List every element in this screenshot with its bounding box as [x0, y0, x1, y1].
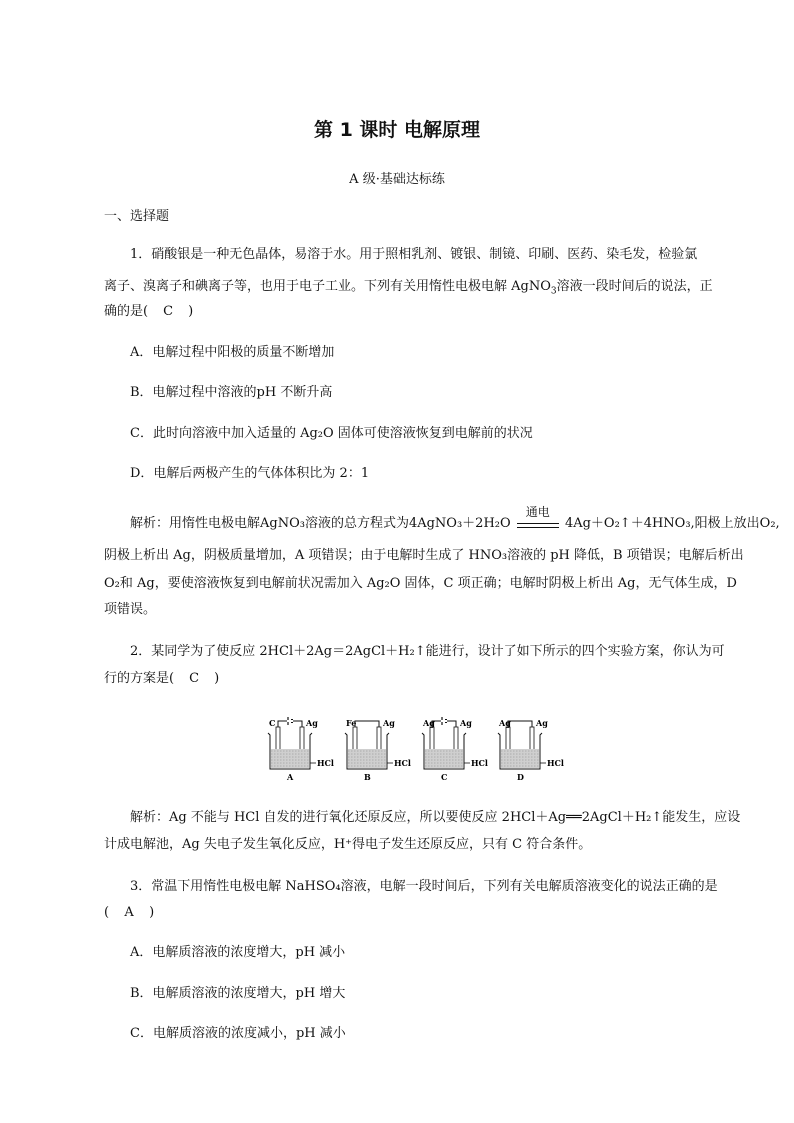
- q1-analysis-line1: 解析：用惰性电极电解AgNO₃溶液的总方程式为4AgNO₃＋2H₂O 通电 4Ag＋O₂↑＋4HNO₃,阳极上放出O₂,: [130, 504, 780, 531]
- solution-label: HCl: [547, 758, 564, 768]
- q1-analysis-line3: O₂和 Ag，要使溶液恢复到电解前状况需加入 Ag₂O 固体，C 项正确；电解时阴极上析出 Ag，无气体生成，D: [104, 576, 737, 591]
- q2-stem-line2: 行的方案是( C ): [104, 669, 724, 689]
- section-heading: 一、选择题: [104, 209, 170, 224]
- q2-analysis-line2: 计成电解池，Ag 失电子发生氧化反应，H⁺得电子发生还原反应，只有 C 符合条件。: [104, 837, 592, 852]
- solution: [348, 749, 386, 768]
- page-title: 第 1 课时 电解原理: [313, 119, 481, 141]
- electrode-left-label: Fe: [346, 718, 357, 728]
- page-subtitle: A 级·基础达标练: [349, 172, 445, 187]
- wire: [432, 721, 456, 735]
- q1-option-b: B．电解过程中溶液的pH 不断升高: [130, 385, 333, 400]
- q1-analysis-line4: 项错误。: [104, 602, 157, 617]
- wire: [508, 721, 532, 735]
- solution-label: HCl: [394, 758, 411, 768]
- q1-answer: C: [163, 304, 174, 319]
- reaction-condition: 通电: [515, 516, 561, 532]
- electrode-right-label: Ag: [460, 718, 472, 728]
- cell-label: B: [364, 772, 371, 782]
- q1-stem-line2: 离子、溴离子和碘离子等，也用于电子工业。下列有关用惰性电极电解 AgNO$_3$溶液一段时间后的说法，正: [104, 279, 713, 297]
- q1-option-d: D．电解后两极产生的气体体积比为 2：1: [130, 466, 370, 481]
- solution: [271, 749, 309, 768]
- q3-option-c: C．电解质溶液的浓度减小，pH 减小: [130, 1026, 346, 1041]
- q2-stem-line1: 2．某同学为了使反应 2HCl＋2Ag＝2AgCl＋H₂↑能进行，设计了如下所示的四个实验方案，你认为可: [130, 644, 725, 659]
- electrode-right-label: Ag: [536, 718, 548, 728]
- q3-option-a: A．电解质溶液的浓度增大，pH 减小: [130, 945, 346, 960]
- q3-answer: A: [124, 905, 134, 920]
- q3-stem-line2: ( A ): [104, 903, 724, 923]
- cell-label: A: [287, 772, 294, 782]
- solution-label: HCl: [471, 758, 488, 768]
- q3-option-b: B．电解质溶液的浓度增大，pH 增大: [130, 986, 346, 1001]
- q1-option-c: C．此时向溶液中加入适量的 Ag₂O 固体可使溶液恢复到电解前的状况: [130, 426, 533, 441]
- q1-analysis-line2: 阴极上析出 Ag，阴极质量增加，A 项错误；由于电解时生成了 HNO₃溶液的 pH 降低，B 项错误；电解后析出: [104, 548, 744, 563]
- q2-answer: C: [189, 671, 200, 686]
- electrolysis-apparatus-figure: [262, 713, 562, 783]
- electrode-left-label: Ag: [499, 718, 511, 728]
- electrode-right-label: Ag: [306, 718, 318, 728]
- solution: [425, 749, 463, 768]
- electrode-left-label: Ag: [423, 718, 435, 728]
- q1-option-a: A．电解过程中阳极的质量不断增加: [130, 345, 335, 360]
- solution-label: HCl: [317, 758, 334, 768]
- q3-stem-line1: 3．常温下用惰性电极电解 NaHSO₄溶液，电解一段时间后，下列有关电解质溶液变化的说法正确的是: [130, 879, 718, 894]
- q2-analysis-line1: 解析：Ag 不能与 HCl 自发的进行氧化还原反应，所以要使反应 2HCl＋Ag══2AgCl＋H₂↑能发生，应设: [130, 810, 741, 825]
- wire: [278, 721, 302, 735]
- cell-label: C: [441, 772, 448, 782]
- solution: [501, 749, 539, 768]
- cell-label: D: [517, 772, 524, 782]
- q1-stem-line1: 1．硝酸银是一种无色晶体，易溶于水。用于照相乳剂、镀银、制镜、印刷、医药、染毛发，检验氯: [130, 247, 698, 262]
- wire: [355, 721, 379, 735]
- q1-stem-line3: 确的是( C ): [104, 302, 724, 322]
- electrode-left-label: C: [269, 718, 276, 728]
- electrode-right-label: Ag: [383, 718, 395, 728]
